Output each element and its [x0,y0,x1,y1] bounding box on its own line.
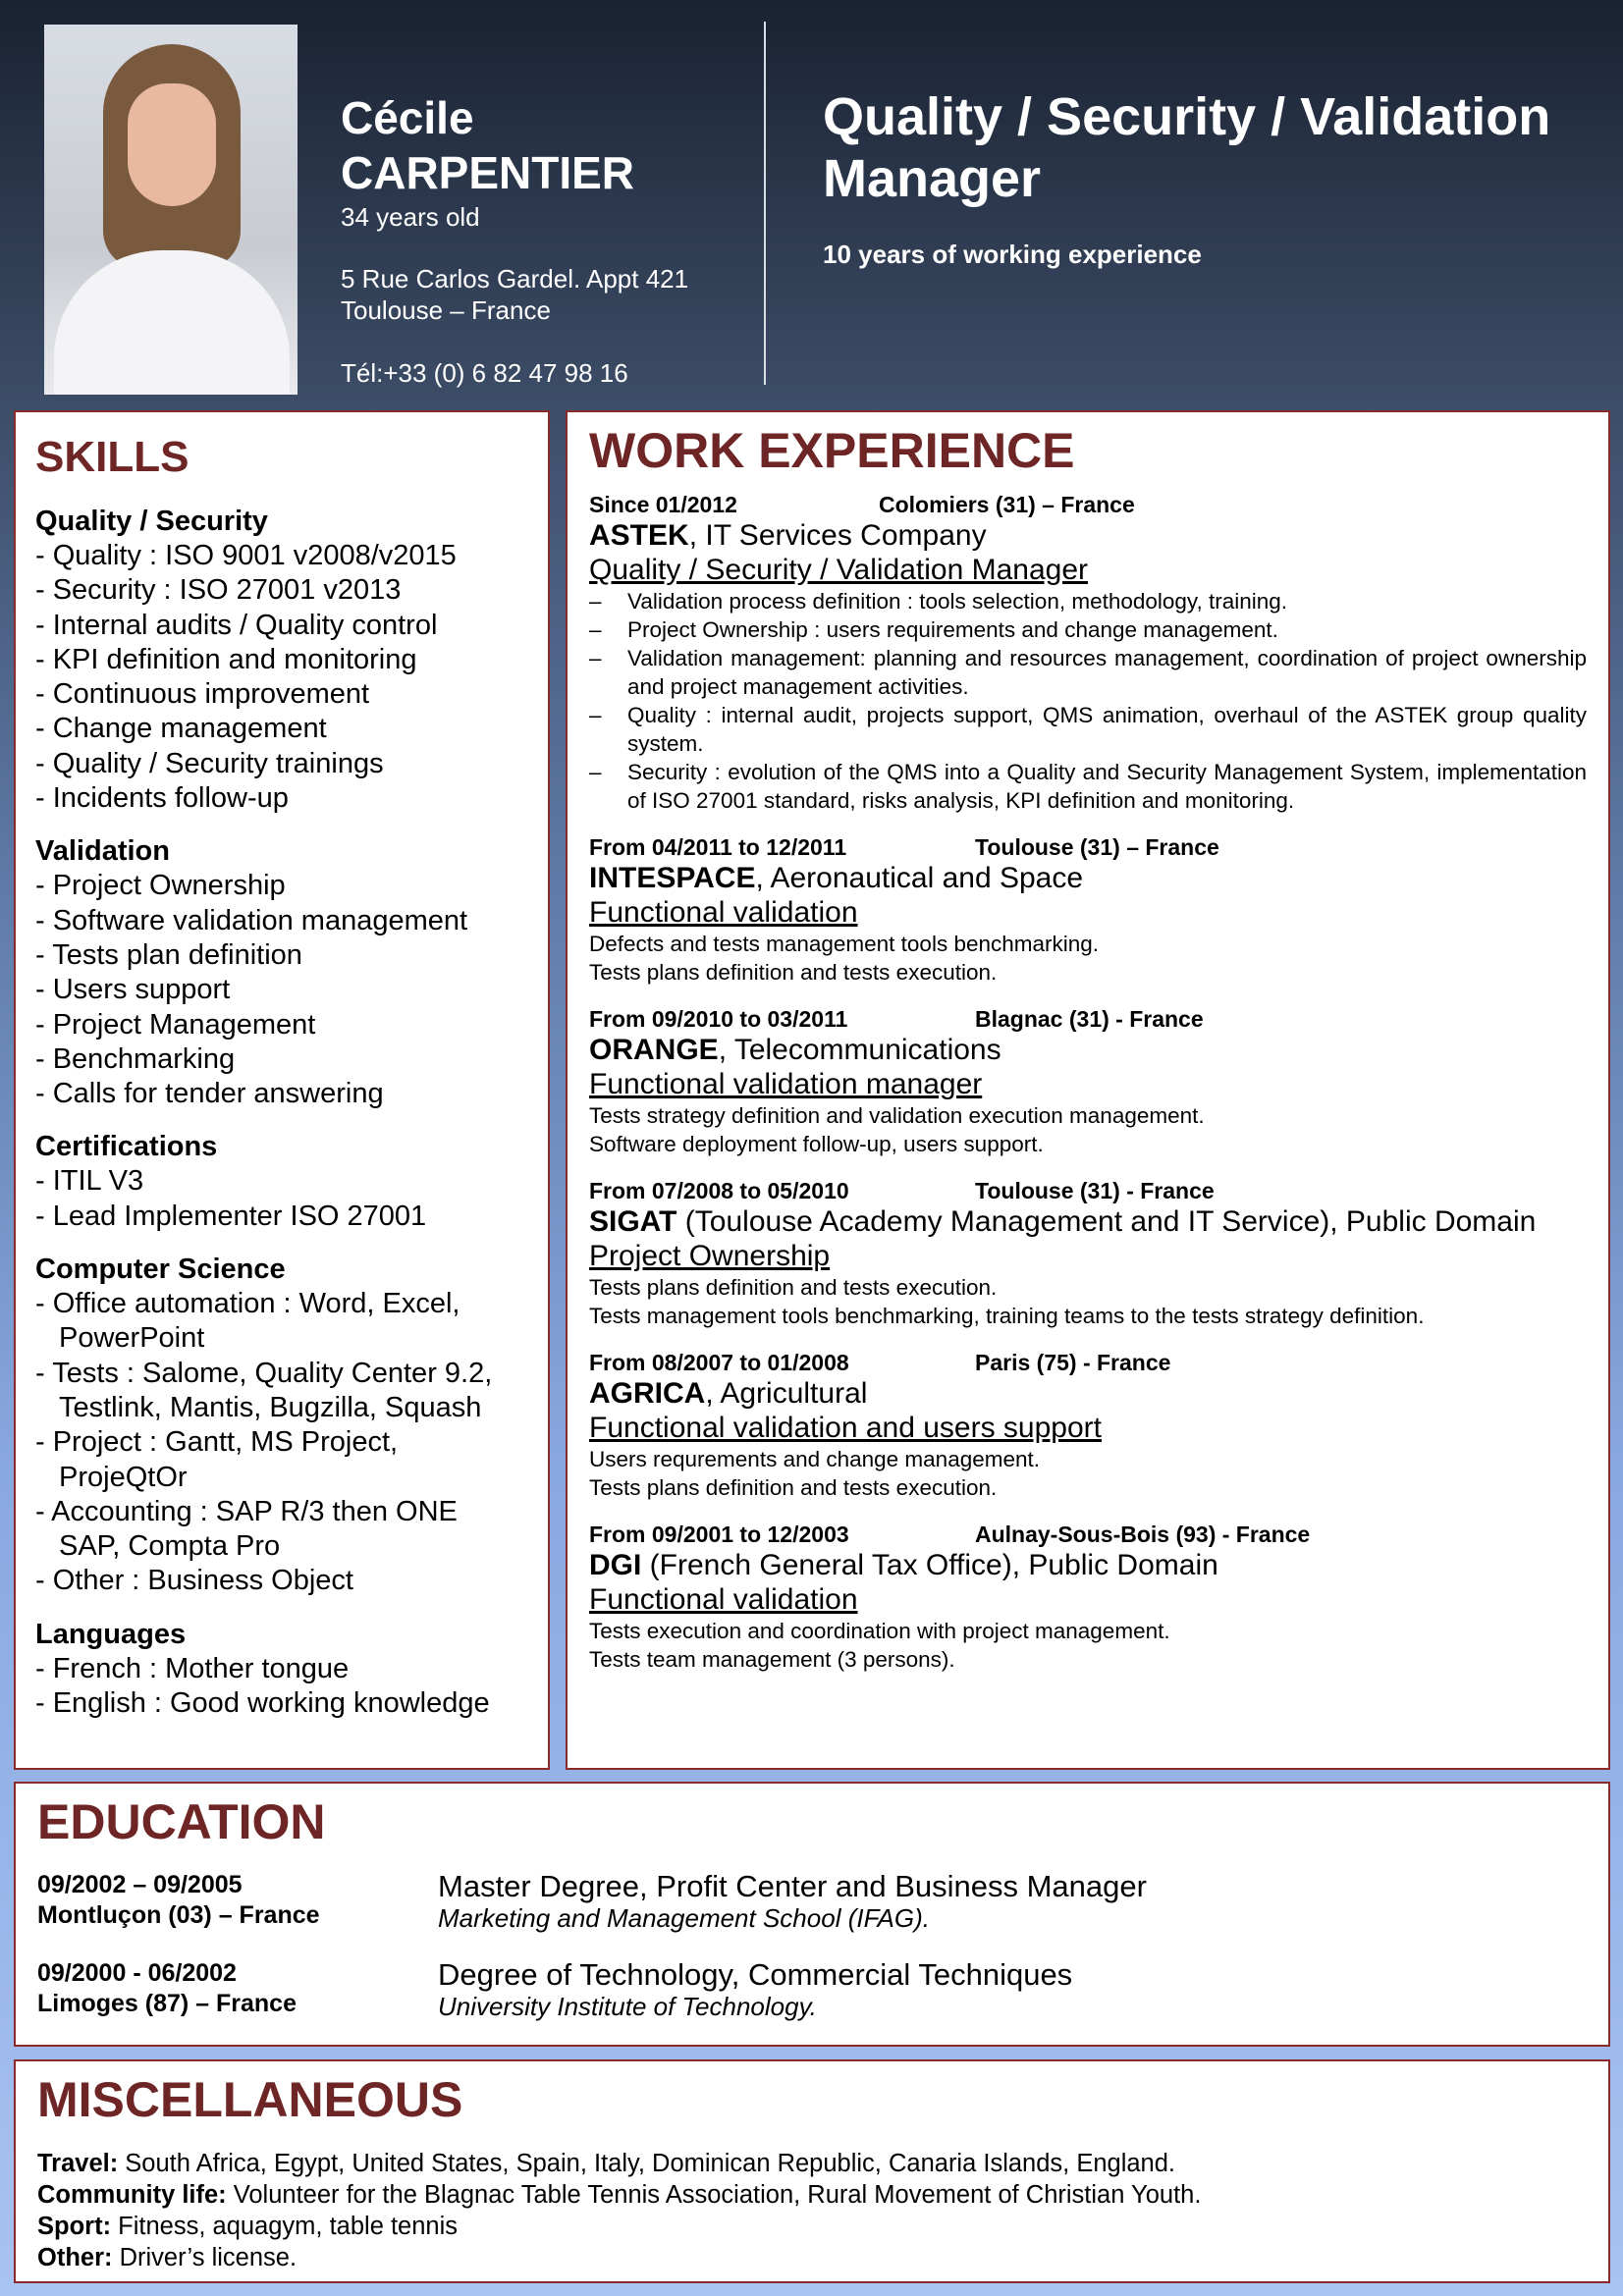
job-location: Toulouse (31) - France [975,1178,1215,1203]
company-description: , Agricultural [705,1377,868,1410]
misc-text: South Africa, Egypt, United States, Spain, Italy, Dominican Republic, Canaria Islands, England. [118,2150,1175,2177]
job-role: Project Ownership [589,1240,831,1272]
job-description-line: Tests plans definition and tests execution. [589,1275,998,1300]
skill-item: - ITIL V3 [35,1165,144,1198]
skill-item [35,1357,548,1426]
work-heading: WORK EXPERIENCE [589,423,1075,478]
skill-item-text: - Other : Business Object [35,1565,353,1597]
education-entry [37,1957,1587,2021]
job-description-line: Software deployment follow-up, users support. [589,1132,1044,1156]
job-bullets [589,587,1587,815]
misc-text: Volunteer for the Blagnac Table Tennis Association, Rural Movement of Christian Youth. [226,2181,1202,2209]
misc-label: Travel: [37,2150,119,2177]
misc-heading: MISCELLANEOUS [37,2072,463,2127]
phone: Tél:+33 (0) 6 82 47 98 16 [341,358,628,388]
skill-item: - Continuous improvement [35,678,370,711]
skill-item: - Project Ownership [35,870,286,902]
company-description: (Toulouse Academy Management and IT Service), Public Domain [676,1205,1537,1238]
skill-item [35,1564,548,1598]
job-bullet [589,587,1587,615]
job-company [589,861,1587,895]
misc-lines [37,2148,1587,2273]
skill-item: - Internal audits / Quality control [35,609,438,641]
bullet-dash: – [589,703,602,727]
job-description-line: Tests management tools benchmarking, training teams to the tests strategy definition. [589,1304,1425,1328]
skill-item: - Project Management [35,1008,316,1041]
job-location: Toulouse (31) – France [975,834,1219,860]
experience-years: 10 years of working experience [823,240,1202,269]
misc-text: Fitness, aquagym, table tennis [111,2213,459,2240]
company-description: , IT Services Company [688,519,987,552]
skill-group [35,1253,548,1599]
job-description-line: Tests strategy definition and validation execution management. [589,1103,1205,1128]
age: 34 years old [341,202,480,232]
skills-groups [35,505,548,1721]
bullet-dash: – [589,617,602,642]
job-period-line [589,1349,1587,1376]
address-line1: 5 Rue Carlos Gardel. Appt 421 [341,264,689,294]
header-divider [764,22,766,385]
job-description-line: Tests plans definition and tests execution. [589,1475,998,1500]
address-line2: Toulouse – France [341,295,551,325]
education-details [438,1958,1072,2021]
skill-item-text: - Accounting : SAP R/3 then ONE [35,1495,458,1527]
misc-label: Other: [37,2244,113,2271]
skill-item-continuation: ProjeQtOr [59,1461,188,1493]
education-section [14,1782,1610,2047]
bullet-dash: – [589,646,602,670]
misc-label: Community life: [37,2181,227,2209]
skill-item: - Tests plan definition [35,938,302,971]
job-period: From 09/2010 to 03/2011 [589,1006,848,1032]
skill-item-text: - Project : Gantt, MS Project, [35,1426,399,1459]
last-name: CARPENTIER [341,147,635,198]
job-location: Paris (75) - France [975,1350,1171,1375]
skill-group [35,505,548,816]
education-details [438,1870,1147,1933]
job-period-line [589,1005,1587,1033]
skill-item [35,1495,548,1565]
job-period: From 09/2001 to 12/2003 [589,1522,849,1547]
company-name: SIGAT [589,1205,677,1238]
company-name: DGI [589,1549,642,1581]
bullet-dash: – [589,589,602,614]
education-degree: Master Degree, Profit Center and Business Manager [438,1869,1147,1903]
education-degree: Degree of Technology, Commercial Techniques [438,1957,1073,1992]
job-company [589,1204,1587,1239]
job-location: Aulnay-Sous-Bois (93) - France [975,1522,1311,1547]
skill-group-title: Quality / Security [35,506,268,537]
skill-item-continuation: Testlink, Mantis, Bugzilla, Squash [59,1391,482,1423]
education-school: University Institute of Technology. [438,1992,817,2021]
education-dates-place [37,1958,297,2019]
skill-group-title: Validation [35,835,170,868]
job-title: Quality / Security / Validation Manager [823,87,1551,208]
job-company [589,518,1587,553]
miscellaneous-section [14,2059,1610,2283]
skill-item: - Quality : ISO 9001 v2008/v2015 [35,540,457,571]
job-location: Colomiers (31) – France [879,492,1135,517]
bullet-text: Project Ownership : users requirements and change management. [627,617,1278,642]
skill-item: - Lead Implementer ISO 27001 [35,1200,427,1232]
education-entry [37,1869,1587,1933]
misc-line [37,2211,1587,2242]
job-period: From 07/2008 to 05/2010 [589,1178,849,1203]
company-name: INTESPACE [589,862,756,894]
job-company [589,1376,1587,1411]
job-period-line [589,1177,1587,1204]
job-location: Blagnac (31) - France [975,1006,1204,1032]
bullet-text: Validation management: planning and resources management, coordination of project ownership and project management activities. [627,646,1587,699]
skill-item: - English : Good working knowledge [35,1687,490,1720]
misc-text: Driver’s license. [112,2244,298,2271]
skill-item-text: - Tests : Salome, Quality Center 9.2, [35,1357,493,1389]
job-period-line [589,1521,1587,1548]
job-entry [589,1177,1587,1330]
skill-group [35,1618,548,1722]
bullet-dash: – [589,760,602,784]
skill-group-title: Certifications [35,1131,218,1163]
education-dates: 09/2002 – 09/2005 [37,1871,243,1898]
job-period-line [589,491,1587,518]
job-entry [589,1349,1587,1502]
skill-item: - Change management [35,713,327,745]
bullet-text: Validation process definition : tools selection, methodology, training. [627,589,1288,614]
job-entry [589,1521,1587,1674]
job-entry [589,833,1587,987]
company-description: , Telecommunications [718,1034,1001,1066]
job-role: Functional validation manager [589,1068,983,1100]
job-bullet [589,758,1587,815]
skill-item: - Incidents follow-up [35,782,289,815]
skill-item: - Quality / Security trainings [35,747,384,779]
job-entry [589,1005,1587,1158]
job-bullet [589,615,1587,644]
skill-item: - Benchmarking [35,1042,236,1075]
job-bullet [589,644,1587,701]
skill-group-title: Computer Science [35,1254,286,1286]
company-name: AGRICA [589,1377,706,1410]
job-role: Functional validation [589,896,858,929]
job-period: From 04/2011 to 12/2011 [589,834,847,860]
cv-header [0,0,1623,402]
first-name: Cécile [341,92,474,143]
job-period: From 08/2007 to 01/2008 [589,1350,849,1375]
job-description-line: Tests plans definition and tests execution. [589,960,998,985]
job-role: Functional validation and users support [589,1412,1102,1444]
job-period-line [589,833,1587,861]
misc-line [37,2179,1587,2211]
jobs-list [589,491,1587,1674]
job-role: Quality / Security / Validation Manager [589,554,1089,586]
job-company [589,1548,1587,1582]
job-company [589,1033,1587,1067]
education-dates: 09/2000 - 06/2002 [37,1959,237,1987]
job-role: Functional validation [589,1583,858,1616]
skill-item: - Users support [35,974,231,1006]
bullet-text: Quality : internal audit, projects support, QMS animation, overhaul of the ASTEK group quality system. [627,703,1587,756]
education-entries [37,1869,1587,2021]
bullet-text: Security : evolution of the QMS into a Quality and Security Management System, implementation of ISO 27001 standard, risks analysis, KPI definition and monitoring. [627,760,1587,813]
job-description-line: Tests team management (3 persons). [589,1647,955,1672]
work-experience-section [566,410,1610,1770]
job-period: Since 01/2012 [589,492,737,517]
job-bullet [589,701,1587,758]
job-description-line: Users requrements and change management. [589,1447,1041,1471]
skill-item-continuation: SAP, Compta Pro [59,1530,281,1563]
company-name: ORANGE [589,1034,719,1066]
skill-item [35,1425,548,1495]
skill-item: - KPI definition and monitoring [35,643,417,675]
skills-heading: SKILLS [35,433,189,481]
misc-label: Sport: [37,2213,112,2240]
skill-group [35,834,548,1111]
skills-section [14,410,550,1770]
company-description: (French General Tax Office), Public Domain [641,1549,1218,1581]
misc-line [37,2242,1587,2273]
skill-group-title: Languages [35,1618,187,1650]
education-place: Montluçon (03) – France [37,1901,320,1929]
education-place: Limoges (87) – France [37,1990,297,2017]
skill-item: - Security : ISO 27001 v2013 [35,574,402,607]
skill-item: - Software validation management [35,904,468,936]
company-name: ASTEK [589,519,689,552]
skill-item: - Calls for tender answering [35,1078,384,1110]
skill-item-continuation: PowerPoint [59,1322,205,1355]
candidate-name [341,90,634,200]
job-description-line: Tests execution and coordination with project management. [589,1619,1170,1643]
skill-item [35,1287,548,1357]
misc-line [37,2148,1587,2179]
skill-item-text: - Office automation : Word, Excel, [35,1288,460,1320]
company-description: , Aeronautical and Space [755,862,1084,894]
skill-group [35,1130,548,1234]
education-school: Marketing and Management School (IFAG). [438,1903,930,1933]
profile-photo [44,25,298,395]
education-heading: EDUCATION [37,1794,326,1849]
education-dates-place [37,1870,320,1931]
skill-item: - French : Mother tongue [35,1652,350,1684]
job-description-line: Defects and tests management tools benchmarking. [589,932,1100,956]
job-entry [589,491,1587,815]
